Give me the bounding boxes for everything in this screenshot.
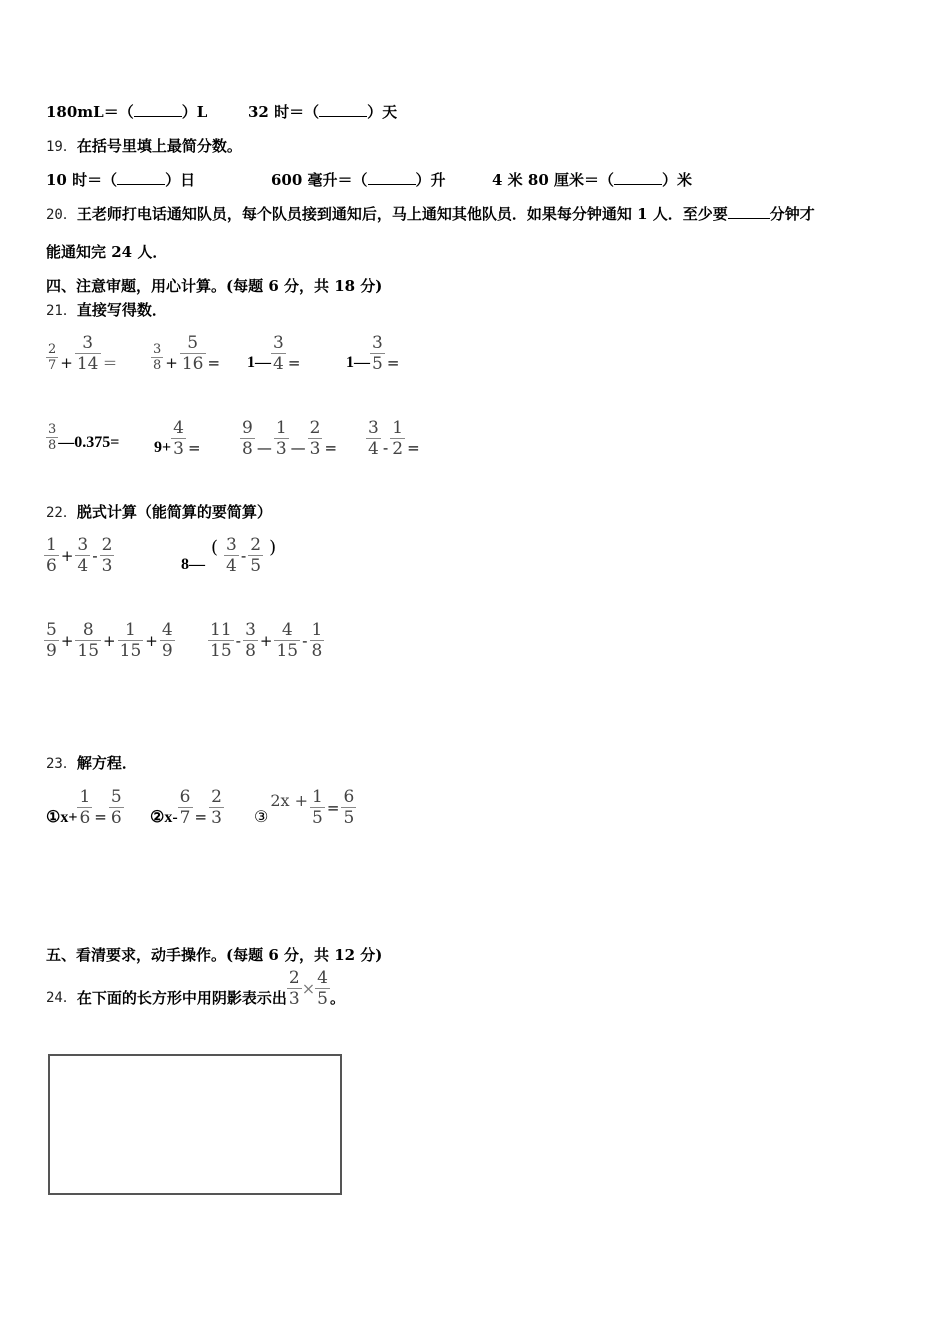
denominator: 8	[48, 438, 57, 453]
denominator: 4	[368, 439, 379, 459]
denominator: 15	[210, 641, 232, 661]
answer-blank[interactable]	[614, 170, 662, 185]
fraction	[390, 418, 405, 459]
denominator: 5	[312, 808, 323, 828]
denominator: 9	[46, 641, 57, 661]
fraction	[46, 422, 58, 453]
q22-expr-3	[44, 620, 175, 661]
equals-sign: =	[326, 798, 340, 817]
plus-sign: +	[259, 631, 273, 650]
question-title: 在括号里填上最简分数。	[76, 137, 242, 155]
denominator: 3	[173, 439, 184, 459]
plus-sign: +	[60, 353, 73, 372]
numerator: 6	[179, 787, 191, 807]
fraction	[46, 342, 58, 373]
denominator: 8	[245, 641, 256, 661]
denominator: 8	[311, 641, 323, 661]
fraction	[370, 333, 385, 374]
equals-sign: =	[324, 438, 338, 457]
numerator: 2	[309, 418, 321, 438]
q19-item-1	[46, 170, 195, 190]
denominator: 4	[77, 556, 89, 576]
numerator: 5	[187, 333, 199, 353]
section-5-title: 五、看清要求，动手操作。(每题 6 分，共 12 分)	[46, 946, 383, 964]
q18-item2-suffix: ）天	[367, 103, 398, 121]
equation-lead: 2x +	[270, 791, 309, 810]
fraction	[178, 787, 193, 828]
minus-sign: -	[92, 546, 98, 565]
fraction	[75, 620, 101, 661]
fraction	[160, 620, 175, 661]
answer-blank[interactable]	[117, 170, 165, 185]
numerator: 3	[82, 333, 94, 353]
denominator: 9	[161, 641, 173, 661]
numerator: 2	[101, 535, 113, 555]
fraction	[310, 620, 325, 661]
fraction	[118, 620, 144, 661]
equals-sign: ＝	[102, 354, 118, 372]
denominator: 15	[119, 641, 142, 661]
numerator: 1	[311, 620, 323, 640]
equals-sign: =	[94, 807, 107, 826]
q18-conversion-2	[248, 102, 397, 122]
q21-expr-5	[46, 418, 120, 453]
q24-heading	[46, 968, 345, 1009]
denominator: 15	[77, 641, 100, 661]
numerator: 1	[79, 787, 91, 807]
q21-expr-6	[154, 418, 203, 459]
fraction	[341, 787, 356, 828]
fraction	[224, 535, 239, 576]
numerator: 9	[242, 418, 253, 438]
equation-label: ②x-	[150, 808, 178, 826]
q23-equation-1	[46, 787, 124, 828]
answer-blank[interactable]	[368, 170, 416, 185]
plus-sign: +	[145, 631, 158, 650]
fraction	[240, 418, 255, 459]
numerator: 5	[110, 787, 122, 807]
question-number: 19．	[46, 139, 77, 155]
minus-sign: —	[256, 438, 272, 457]
fraction	[366, 418, 381, 459]
question-number: 22．	[46, 505, 77, 521]
expr-lead: 1—	[247, 353, 271, 371]
denominator: 7	[179, 808, 191, 828]
period: 。	[329, 988, 345, 1007]
fraction	[75, 535, 90, 576]
q19-item1-prefix: 10 时＝（	[46, 171, 118, 189]
numerator: 6	[343, 787, 355, 807]
denominator: 6	[46, 556, 57, 576]
numerator: 4	[161, 620, 173, 640]
section-4-title: 四、注意审题，用心计算。(每题 6 分，共 18 分)	[46, 277, 383, 295]
q21-expr-4	[346, 333, 401, 374]
equals-sign: =	[287, 353, 301, 372]
q20-line-2	[46, 242, 167, 262]
q23-equation-3	[254, 787, 356, 828]
minus-sign: -	[235, 631, 242, 650]
plus-sign: +	[60, 546, 74, 565]
expr-lead: 1—	[346, 353, 370, 371]
q20-text: 王老师打电话通知队员，每个队员接到通知后，马上通知其他队员．如果每分钟通知 1 人．至少要	[76, 205, 728, 223]
denominator: 2	[392, 439, 404, 459]
fraction	[208, 620, 234, 661]
q20-text-line2: 能通知完 24 人．	[46, 243, 168, 261]
expr-lead: 9+	[154, 438, 172, 456]
q22-expr-4	[208, 620, 324, 661]
numerator: 3	[48, 422, 57, 437]
q21-expr-7	[240, 418, 339, 459]
denominator: 3	[211, 808, 222, 828]
plus-sign: +	[165, 353, 178, 372]
question-title: 解方程．	[76, 754, 137, 772]
denominator: 6	[110, 808, 122, 828]
left-paren: (	[211, 537, 219, 558]
numerator: 2	[288, 968, 300, 988]
denominator: 3	[275, 439, 287, 459]
numerator: 1	[392, 418, 404, 438]
minus-sign: —	[290, 438, 306, 457]
question-number: 20．	[46, 207, 77, 223]
minus-sign: -	[382, 438, 389, 457]
q22-heading	[46, 502, 272, 523]
denominator: 8	[153, 358, 162, 373]
q23-heading	[46, 753, 137, 774]
fraction	[310, 787, 325, 828]
denominator: 4	[226, 556, 237, 576]
q21-expr-1	[46, 333, 120, 374]
question-text: 在下面的长方形中用阴影表示出	[76, 988, 287, 1007]
denominator: 16	[181, 354, 204, 374]
equals-sign: =	[386, 353, 400, 372]
numerator: 1	[46, 535, 57, 555]
answer-blank[interactable]	[728, 204, 770, 219]
denominator: 14	[76, 354, 99, 374]
q23-equation-2	[150, 787, 224, 828]
expr-lead: 8—	[181, 555, 205, 573]
denominator: 5	[343, 808, 355, 828]
question-title: 脱式计算（能简算的要简算）	[76, 503, 272, 521]
denominator: 5	[372, 354, 383, 374]
fraction	[44, 620, 59, 661]
shading-rectangle[interactable]	[48, 1054, 342, 1195]
numerator: 2	[250, 535, 262, 555]
numerator: 5	[46, 620, 57, 640]
fraction	[308, 418, 323, 459]
numerator: 8	[82, 620, 94, 640]
fraction	[315, 968, 330, 1009]
q22-expr-1	[44, 535, 114, 576]
numerator: 2	[48, 342, 57, 357]
q20-line-1	[46, 204, 815, 225]
q19-item2-prefix: 600 毫升＝（	[271, 171, 368, 189]
q19-item3-prefix: 4 米 80 厘米＝（	[492, 171, 614, 189]
q19-item3-suffix: ）米	[661, 171, 692, 189]
denominator: 3	[101, 556, 113, 576]
denominator: 3	[288, 989, 300, 1009]
equals-sign: =	[207, 353, 221, 372]
numerator: 4	[317, 968, 328, 988]
denominator: 6	[79, 808, 91, 828]
q19-item2-suffix: ）升	[415, 171, 446, 189]
q18-item1-suffix: ）L	[181, 103, 208, 121]
fraction	[171, 418, 186, 459]
fraction	[151, 342, 163, 373]
q21-heading	[46, 300, 167, 321]
denominator: 3	[309, 439, 321, 459]
fraction	[75, 333, 101, 374]
fraction	[271, 333, 286, 374]
q19-heading	[46, 136, 242, 157]
numerator: 4	[173, 418, 184, 438]
q19-item1-suffix: ）日	[165, 171, 196, 189]
answer-blank[interactable]	[319, 102, 367, 117]
equals-sign: =	[187, 438, 201, 457]
fraction	[77, 787, 92, 828]
minus-sign: -	[240, 546, 247, 565]
numerator: 1	[312, 787, 323, 807]
denominator: 5	[250, 556, 262, 576]
equals-sign: =	[407, 438, 420, 457]
fraction	[100, 535, 115, 576]
numerator: 11	[210, 620, 232, 640]
fraction	[274, 620, 300, 661]
denominator: 8	[242, 439, 253, 459]
equation-label: ①x+	[46, 808, 78, 826]
q18-item1-prefix: 180mL＝（	[46, 103, 134, 121]
fraction	[44, 535, 59, 576]
question-title: 直接写得数．	[76, 301, 167, 319]
q18-item2-prefix: 32 时＝（	[248, 103, 320, 121]
numerator: 3	[226, 535, 237, 555]
numerator: 1	[125, 620, 136, 640]
q21-expr-2	[151, 333, 222, 374]
fraction	[109, 787, 124, 828]
fraction	[248, 535, 263, 576]
q20-text-end: 分钟才	[769, 205, 815, 223]
fraction	[243, 620, 258, 661]
times-sign: ×	[301, 978, 316, 998]
q19-item-3	[492, 170, 692, 190]
fraction	[287, 968, 302, 1009]
question-number: 24．	[46, 989, 77, 1006]
q18-conversion-1	[46, 102, 207, 122]
plus-sign: +	[60, 631, 74, 650]
equation-label: ③	[254, 808, 269, 826]
numerator: 2	[211, 787, 222, 807]
numerator: 4	[281, 620, 293, 640]
q21-expr-3	[247, 333, 302, 374]
plus-sign: +	[103, 631, 116, 650]
denominator: 15	[276, 641, 299, 661]
right-paren: )	[269, 537, 277, 558]
answer-blank[interactable]	[134, 102, 182, 117]
numerator: 1	[275, 418, 287, 438]
expr-tail: —0.375=	[58, 433, 120, 451]
fraction	[274, 418, 289, 459]
question-number: 23．	[46, 756, 77, 772]
fraction	[180, 333, 206, 374]
denominator: 5	[317, 989, 328, 1009]
numerator: 3	[372, 333, 383, 353]
denominator: 4	[273, 354, 284, 374]
fraction	[209, 787, 224, 828]
q19-item-2	[271, 170, 446, 190]
q21-expr-8	[366, 418, 422, 459]
equals-sign: =	[194, 807, 208, 826]
q22-expr-2	[181, 535, 282, 576]
numerator: 3	[368, 418, 379, 438]
minus-sign: -	[302, 631, 308, 650]
question-number: 21．	[46, 303, 77, 319]
numerator: 3	[77, 535, 89, 555]
numerator: 3	[245, 620, 256, 640]
numerator: 3	[153, 342, 162, 357]
denominator: 7	[48, 358, 57, 373]
numerator: 3	[273, 333, 284, 353]
